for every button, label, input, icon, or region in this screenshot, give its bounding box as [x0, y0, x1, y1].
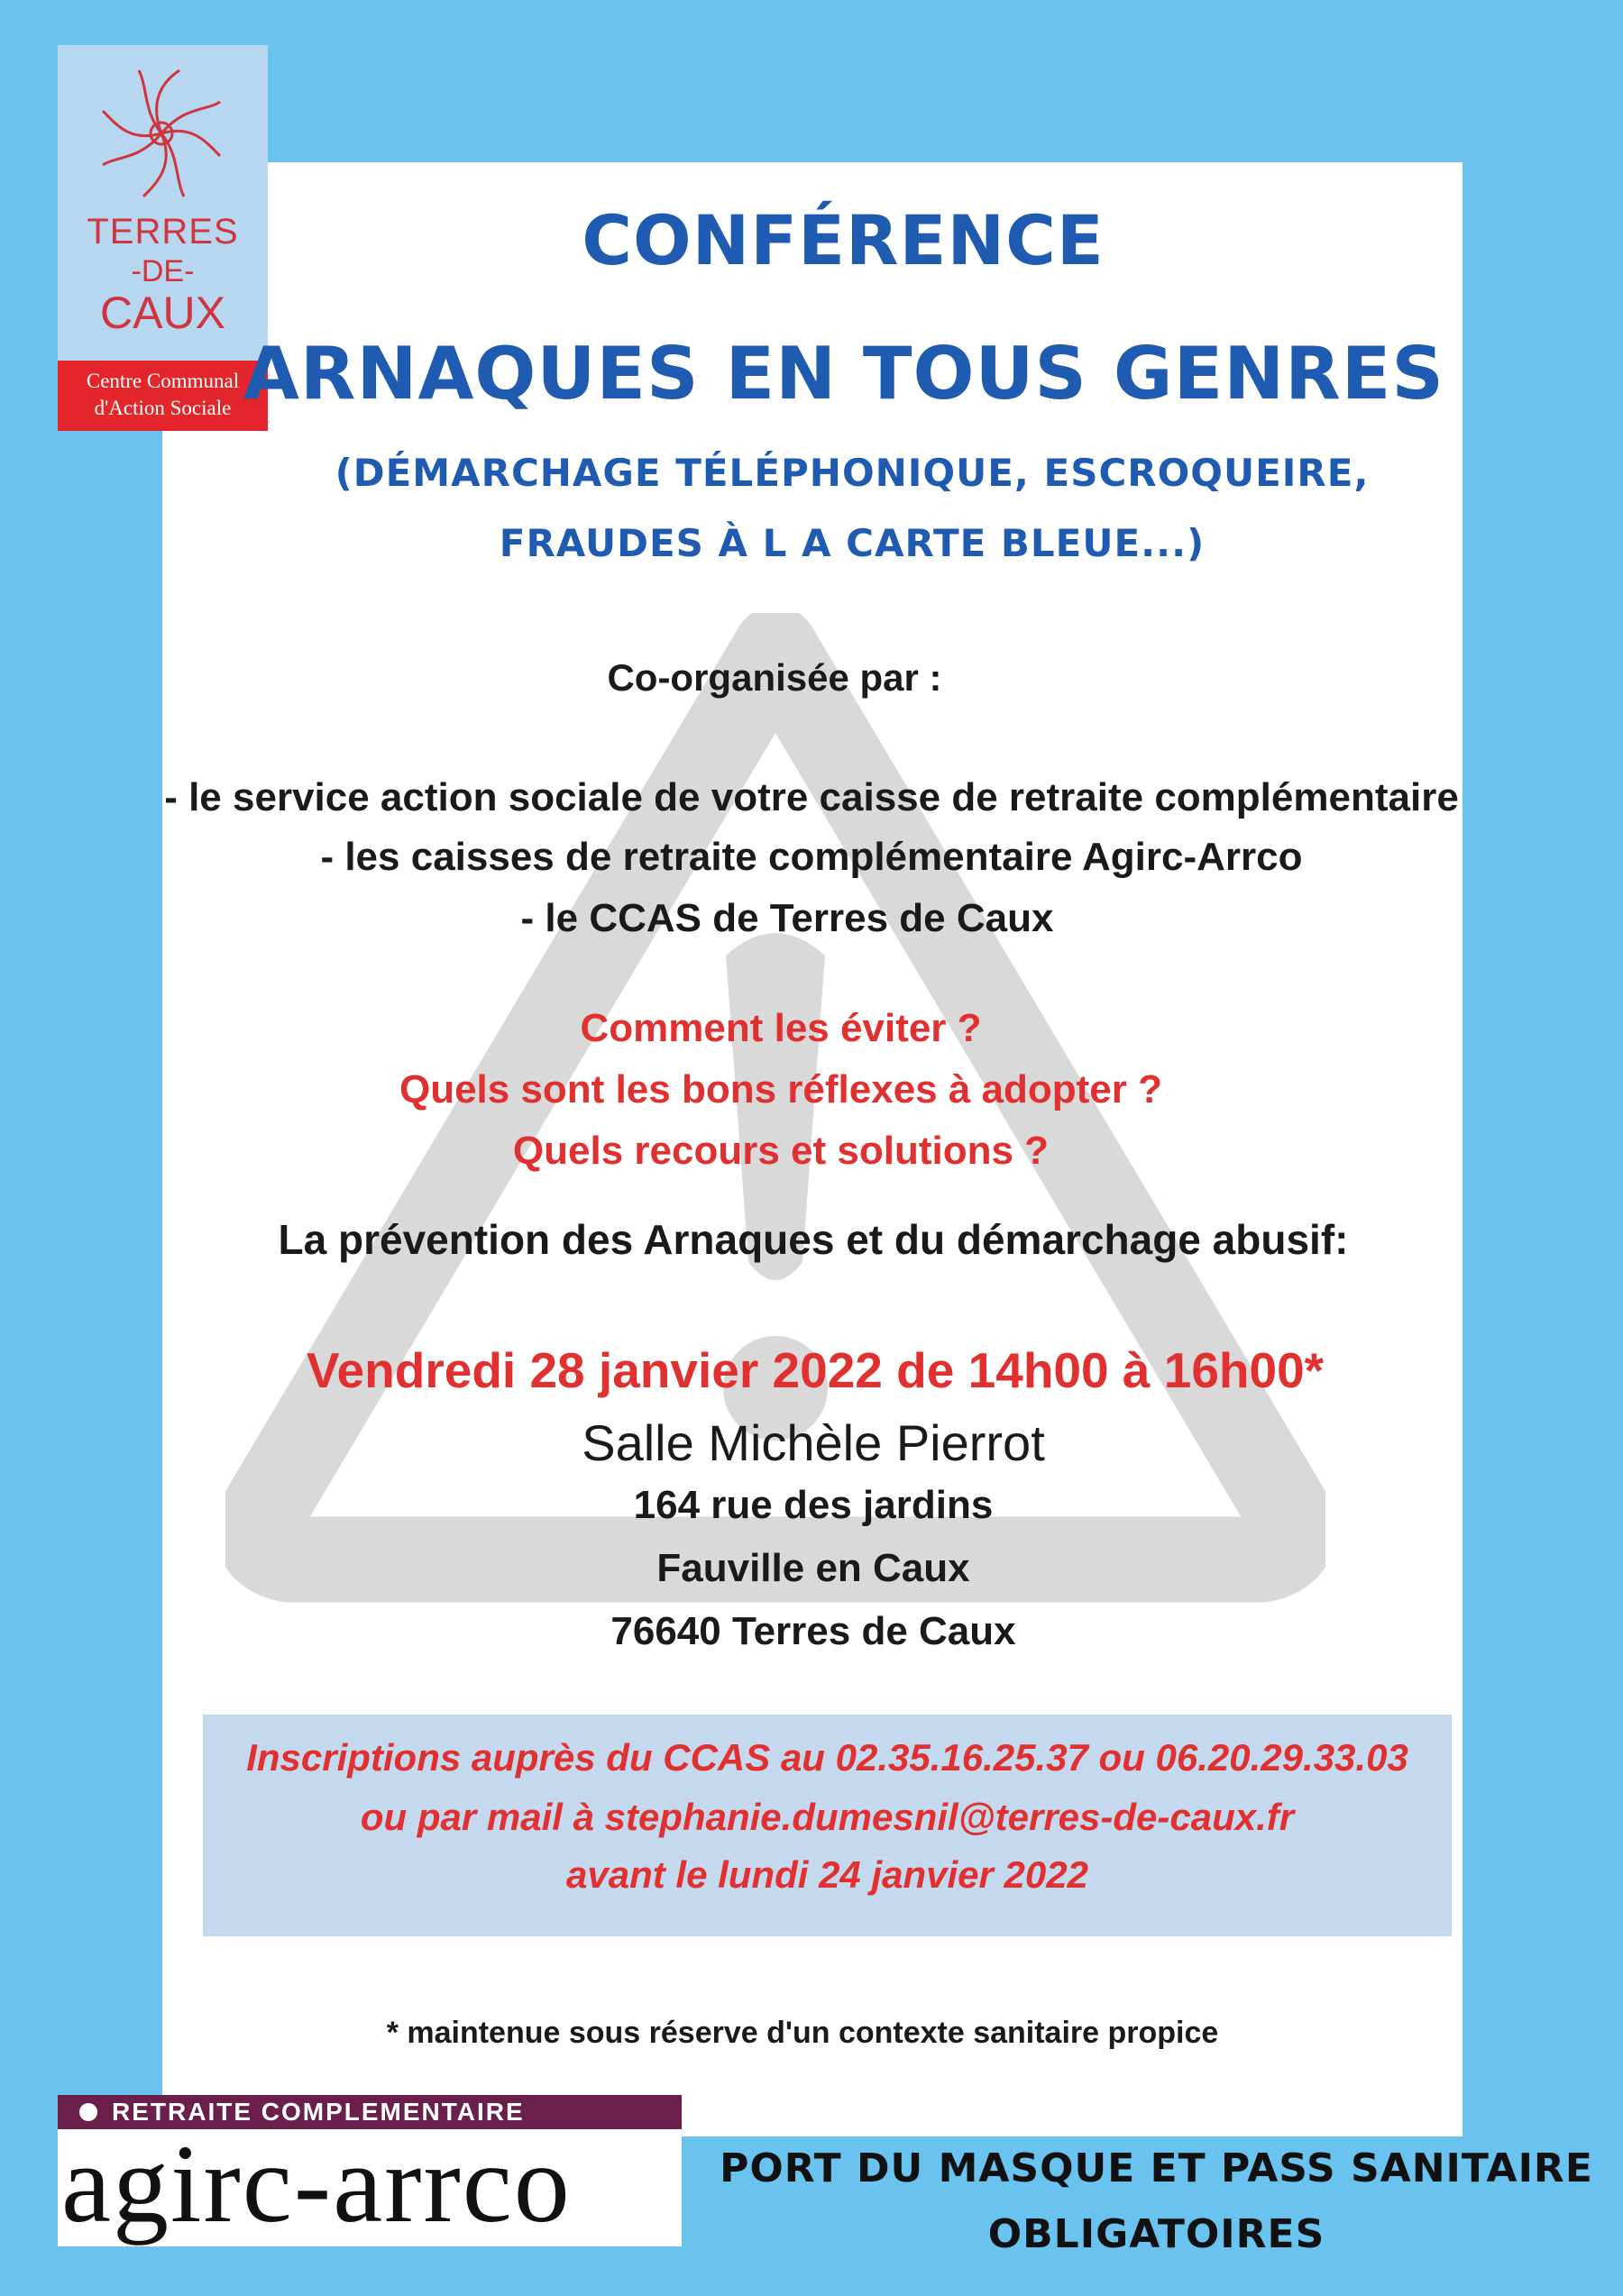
organizer-item: - le service action sociale de votre caisse de retraite complémentaire: [164, 775, 1459, 819]
registration-email-line[interactable]: ou par mail à stephanie.dumesnil@terres-de-caux.fr: [360, 1796, 1295, 1838]
mask-notice-line2: OBLIGATOIRES: [987, 2211, 1325, 2257]
flower-icon: [94, 61, 229, 206]
question-item: Quels recours et solutions ?: [512, 1129, 1050, 1173]
page-title: CONFÉRENCE: [582, 200, 1105, 280]
organizer-item: - les caisses de retraite complémentaire Agirc-Arrco: [320, 835, 1303, 879]
logo-text-de: -DE-: [131, 254, 195, 288]
event-date: Vendredi 28 janvier 2022 de 14h00 à 16h00*: [306, 1342, 1325, 1398]
logo-brand-text: agirc-arrco: [61, 2122, 572, 2246]
registration-line: Inscriptions auprès du CCAS au 02.35.16.25.37 ou 06.20.29.33.03: [246, 1736, 1408, 1779]
registration-box: [203, 1715, 1452, 1936]
organizers-heading: Co-organisée par :: [607, 656, 942, 699]
logo-band-line2: d'Action Sociale: [94, 397, 232, 419]
event-venue: Salle Michèle Pierrot: [582, 1414, 1045, 1471]
subtitle-detail-line1: (DÉMARCHAGE TÉLÉPHONIQUE, ESCROQUEIRE,: [335, 451, 1370, 495]
question-item: Comment les éviter ?: [580, 1006, 982, 1050]
logo-text-terres: TERRES: [87, 212, 239, 252]
page-subtitle: ARNAQUES EN TOUS GENRES: [243, 332, 1445, 416]
organizer-item: - le CCAS de Terres de Caux: [520, 896, 1054, 940]
event-address-line: Fauville en Caux: [656, 1546, 970, 1590]
bullet-icon: [79, 2103, 97, 2121]
footnote: * maintenue sous réserve d'un contexte sanitaire propice: [386, 2016, 1219, 2050]
logo-text-caux: CAUX: [100, 288, 225, 338]
question-item: Quels sont les bons réflexes à adopter ?: [399, 1067, 1163, 1111]
prevention-heading: La prévention des Arnaques et du démarchage abusif:: [278, 1216, 1349, 1263]
event-address-line: 76640 Terres de Caux: [610, 1609, 1016, 1653]
logo-band-line1: Centre Communal: [86, 370, 240, 392]
registration-deadline: avant le lundi 24 janvier 2022: [566, 1853, 1088, 1896]
mask-notice-line1: PORT DU MASQUE ET PASS SANITAIRE: [720, 2145, 1593, 2191]
subtitle-detail-line2: FRAUDES À L A CARTE BLEUE...): [499, 521, 1206, 565]
logo-strip-text: RETRAITE COMPLEMENTAIRE: [112, 2098, 525, 2126]
event-address-line: 164 rue des jardins: [633, 1483, 994, 1527]
